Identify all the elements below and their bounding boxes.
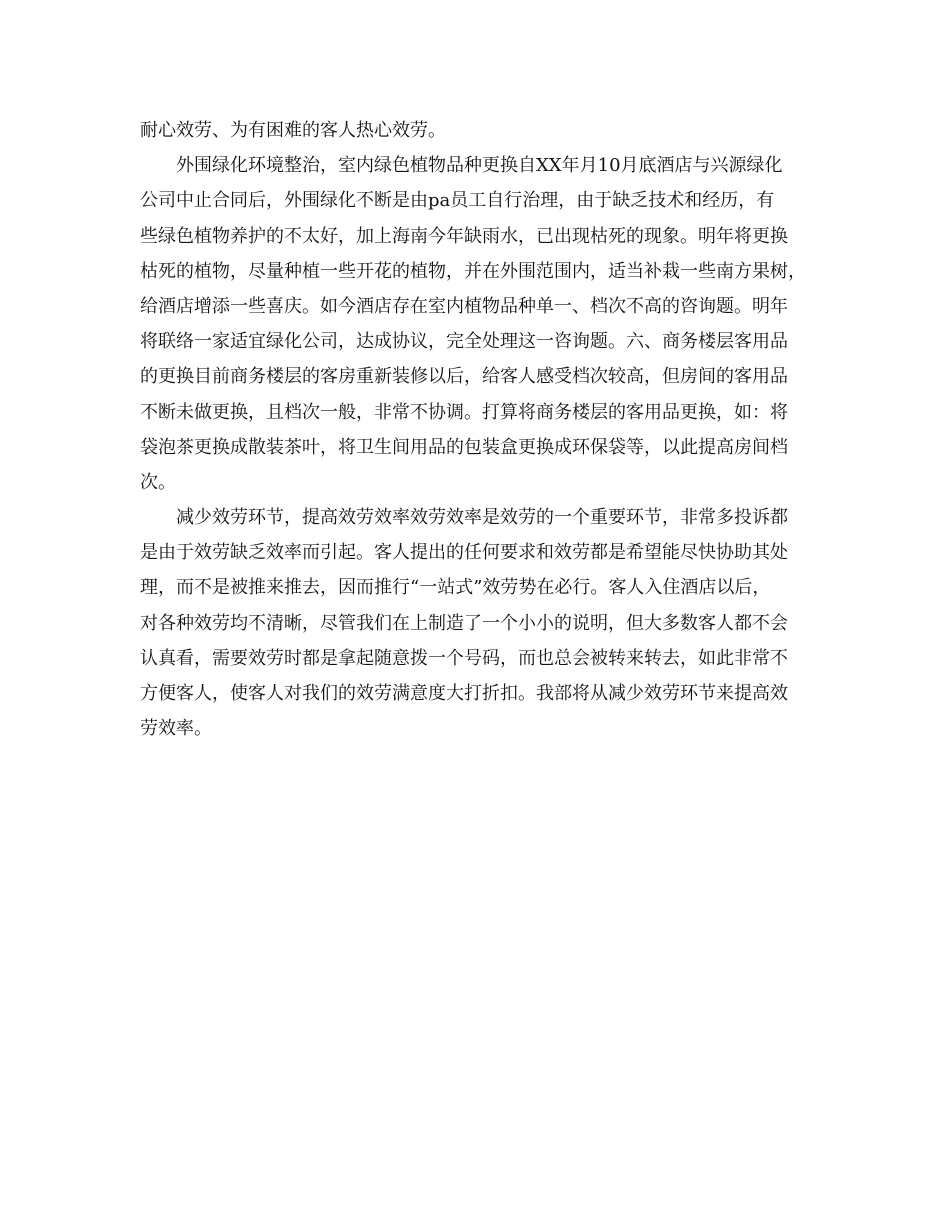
document-body (140, 113, 812, 746)
text-line: 是由于效劳缺乏效率而引起。客人提出的任何要求和效劳都是希望能尽快协助其处 (140, 542, 788, 564)
text-line: 外围绿化环境整治，室内绿色植物品种更换自XX年月10月底酒店与兴源绿化 (176, 155, 783, 177)
text-line: 减少效劳环节，提高效劳效率效劳效率是效劳的一个重要环节，非常多投诉都 (176, 507, 788, 529)
text-line: 不断未做更换，且档次一般，非常不协调。打算将商务楼层的客用品更换，如：将 (140, 401, 788, 423)
text-line: 方便客人，使客人对我们的效劳满意度大打折扣。我部将从减少效劳环节来提高效 (140, 683, 788, 704)
text-line: 的更换目前商务楼层的客房重新装修以后，给客人感受档次较高，但房间的客用品 (140, 366, 788, 388)
text-line: 对各种效劳均不清晰，尽管我们在上制造了一个小小的说明，但大多数客人都不会 (140, 612, 788, 634)
text-line: 耐心效劳、为有困难的客人热心效劳。 (140, 120, 446, 141)
text-line: 袋泡茶更换成散装茶叶，将卫生间用品的包装盒更换成环保袋等，以此提高房间档 (140, 436, 788, 458)
text-line: 些绿色植物养护的不太好，加上海南今年缺雨水，已出现枯死的现象。明年将更换 (140, 225, 788, 247)
text-line: 次。 (140, 471, 176, 493)
text-line: 枯死的植物，尽量种植一些开花的植物，并在外围范围内，适当补栽一些南方果树， (140, 260, 806, 282)
text-line: 公司中止合同后，外围绿化不断是由pa员工自行治理，由于缺乏技术和经历，有 (140, 190, 775, 212)
text-line: 给酒店增添一些喜庆。如今酒店存在室内植物品种单一、档次不高的咨询题。明年 (140, 295, 788, 317)
text-line: 将联络一家适宜绿化公司，达成协议，完全处理这一咨询题。六、商务楼层客用品 (140, 331, 788, 353)
text-line: 劳效率。 (140, 718, 212, 740)
text-line: 理，而不是被推来推去，因而推行“一站式”效劳势在必行。客人入住酒店以后， (140, 577, 771, 599)
text-line: 认真看，需要效劳时都是拿起随意拨一个号码，而也总会被转来转去，如此非常不 (140, 647, 788, 669)
